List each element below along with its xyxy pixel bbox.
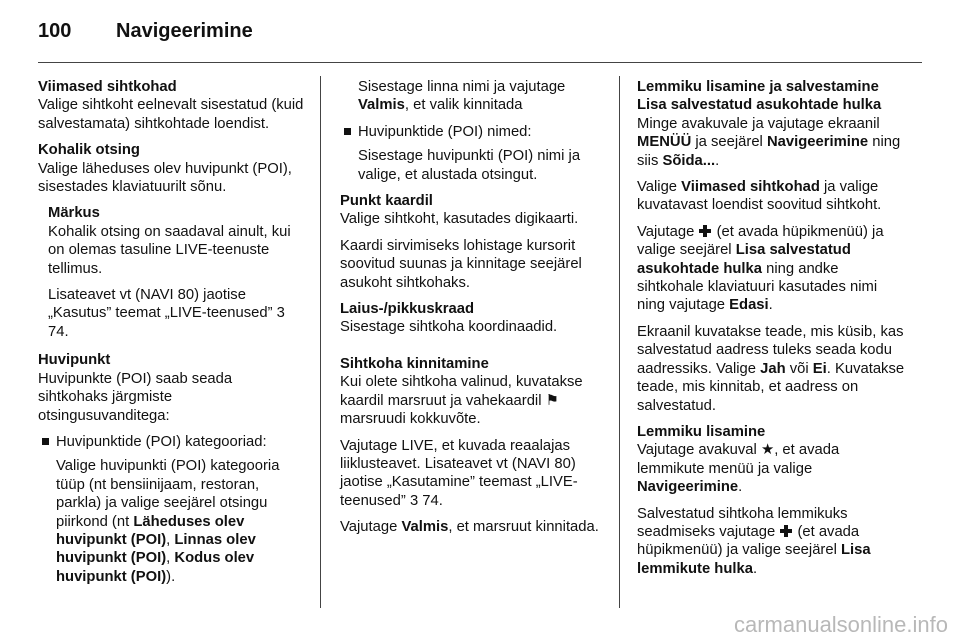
paragraph: Kohalik otsing on saadaval ainult, kui on olemas tasuline LIVE-teenuste tellimus. [48, 223, 291, 277]
column-divider [320, 76, 321, 608]
subsection-heading: Lisa salvestatud asukohtade hulka [637, 97, 882, 114]
list-item: Huvipunktide (POI) kategooriad: [38, 433, 304, 451]
plus-icon [780, 525, 792, 537]
paragraph: Kaardi sirvimiseks lohistage kursorit soovitud suunas ja kinnitage seejärel asukoht sihtkohaks. [340, 237, 582, 291]
section-heading: Lemmiku lisamine [637, 423, 766, 440]
paragraph: Kui olete sihtkoha valinud, kuvatakse kaardil marsruut ja vahekaardil ⚑ marsruudi kokkuvõte. [340, 374, 583, 428]
paragraph: Ekraanil kuvatakse teade, mis küsib, kas salvestatud aadress tuleks seada kodu aadressiks. Valige Jah või Ei. Kuvatakse teade, mis kinnitab, et aadress on salvestatud. [637, 323, 905, 414]
paragraph: Valige Viimased sihtkohad ja valige kuvatavast loendist soovitud sihtkoht. [637, 179, 882, 214]
plus-icon [699, 225, 711, 237]
paragraph: Salvestatud sihtkoha lemmikuks seadmiseks vajutage (et avada hüpikmenüü) ja valige seejärel Lisa lemmikute hulka. [637, 505, 871, 577]
paragraph: Vajutage avakuval ★, et avada lemmikute menüü ja valige Navigeerimine. [637, 442, 840, 496]
column-1 [38, 78, 304, 586]
page-number: 100 [38, 20, 72, 42]
column-3 [637, 78, 905, 586]
page-reference[interactable]: 3 74. [48, 305, 285, 340]
option-label: Kodus olev huvipunkt (POI) [56, 550, 255, 585]
paragraph: Valige sihtkoht, kasutades digikaarti. [340, 211, 579, 228]
section-heading: Sihtkoha kinnitamine [340, 355, 489, 372]
note-box [48, 204, 304, 341]
paragraph: Minge avakuvale ja vajutage ekraanil MENÜÜ ja seejärel Navigeerimine ning siis Sõida.... [637, 115, 901, 169]
section-heading: Lemmiku lisamine ja salvestamine [637, 79, 879, 95]
note-heading: Märkus [48, 205, 100, 222]
paragraph: Valige sihtkoht eelnevalt sisestatud (kuid salvestamata) sihtkohtade loendist. [38, 97, 304, 132]
section-heading: Laius-/pikkuskraad [340, 301, 475, 318]
paragraph: Sisestage linna nimi ja vajutage Valmis, et valik kinnitada [358, 79, 566, 114]
page-header [38, 18, 922, 63]
paragraph: Sisestage huvipunkti (POI) nimi ja valige, et alustada otsingut. [358, 148, 581, 183]
watermark: carmanualsonline.info [733, 612, 948, 637]
flag-icon: ⚑ [545, 392, 559, 409]
paragraph: Vajutage (et avada hüpikmenüü) ja valige seejärel Lisa salvestatud asukohtade hulka ning andke sihtkohale klaviatuuri kasutades nimi ning vajutage Edasi. [637, 223, 884, 314]
section-heading: Huvipunkt [38, 352, 111, 369]
button-label: Valmis [358, 97, 405, 114]
section-heading: Viimased sihtkohad [38, 79, 177, 95]
option-label: Linnas olev huvipunkt (POI) [56, 531, 256, 567]
option-label: Läheduses olev huvipunkt (POI) [56, 513, 245, 548]
paragraph: Vajutage Valmis, et marsruut kinnitada. [340, 519, 599, 536]
page-reference[interactable]: 3 74. [409, 492, 443, 509]
column-divider [619, 76, 620, 608]
chapter-title: Navigeerimine [116, 20, 253, 42]
column-2 [340, 78, 604, 545]
paragraph: Vajutage LIVE, et kuvada reaalajas liiklusteavet. Lisateavet vt (NAVI 80) jaotise „Kasutamine” teemast „LIVE-teenused” 3 74. [340, 437, 578, 509]
bullet-square-icon [344, 128, 351, 135]
section-heading: Kohalik otsing [38, 142, 140, 159]
list-item: Huvipunktide (POI) nimed: [340, 123, 604, 141]
bullet-square-icon [42, 438, 49, 445]
paragraph: Valige huvipunkti (POI) kategooria tüüp (nt bensiinijaam, restoran, parkla) ja valige seejärel otsingu piirkond (nt Läheduses olev huvipunkt (POI), Linnas olev huvipunkt (POI), Kodus olev huvipunkt (POI)). [56, 458, 280, 585]
paragraph: Valige läheduses olev huvipunkt (POI), sisestades klaviatuurilt sõnu. [38, 160, 292, 196]
paragraph: Lisateavet vt (NAVI 80) jaotise „Kasutus” teemat „LIVE-teenused” 3 74. [48, 287, 285, 340]
paragraph: Sisestage sihtkoha koordinaadid. [340, 319, 558, 336]
paragraph: Huvipunkte (POI) saab seada sihtkohaks järgmiste otsingusuvanditega: [38, 370, 233, 424]
section-heading: Punkt kaardil [340, 193, 433, 210]
button-label: Valmis [401, 519, 449, 536]
